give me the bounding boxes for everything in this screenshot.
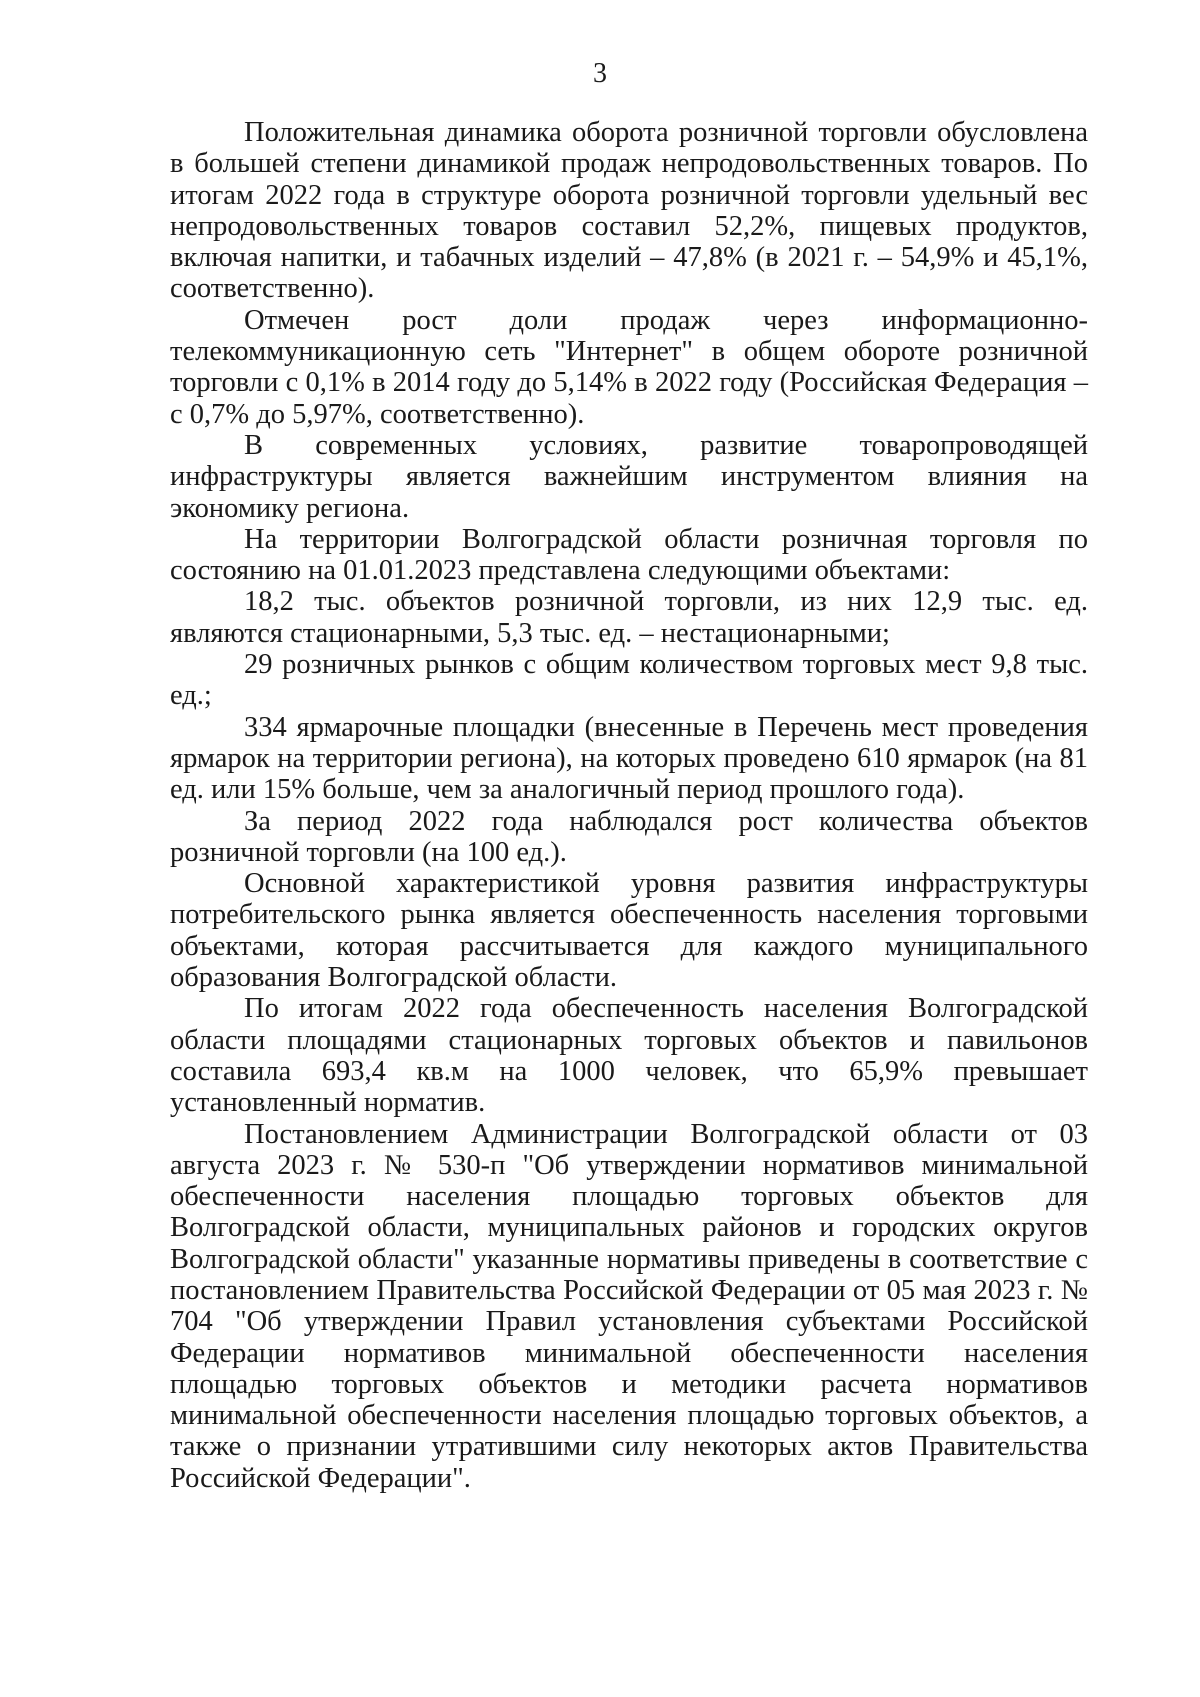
- paragraph-provision-2022: По итогам 2022 года обеспеченность населения Волгоградской области площадями стационарных торговых объектов и павильонов составила 693,4 кв.м на 1000 человек, что 65,9% превышает установленный норматив.: [170, 993, 1088, 1119]
- paragraph-retail-turnover-dynamics: Положительная динамика оборота розничной торговли обусловлена в большей степени динамикой продаж непродовольственных товаров. По итогам 2022 года в структуре оборота розничной торговли удельный вес непродовольственных товаров составил 52,2%, пищевых продуктов, включая напитки, и табачных изделий – 47,8% (в 2021 г. – 54,9% и 45,1%, соответственно).: [170, 117, 1088, 305]
- document-body: [170, 117, 1088, 1494]
- paragraph-retail-objects-growth: За период 2022 года наблюдался рост количества объектов розничной торговли (на 100 ед.).: [170, 805, 1088, 868]
- paragraph-internet-sales-share: Отмечен рост доли продаж через информационно-телекоммуникационную сеть "Интернет" в общем обороте розничной торговли с 0,1% в 2014 году до 5,14% в 2022 году (Российская Федерация – с 0,7% до 5,97%, соответственно).: [170, 304, 1088, 430]
- paragraph-retail-objects-intro: На территории Волгоградской области розничная торговля по состоянию на 01.01.2023 представлена следующими объектами:: [170, 523, 1088, 587]
- page-number: 3: [593, 58, 607, 89]
- paragraph-infrastructure-development: В современных условиях, развитие товаропроводящей инфраструктуры является важнейшим инструментом влияния на экономику региона.: [170, 429, 1088, 524]
- paragraph-retail-objects-count: 18,2 тыс. объектов розничной торговли, из них 12,9 тыс. ед. являются стационарными, 5,3 тыс. ед. – нестационарными;: [170, 586, 1088, 649]
- paragraph-retail-markets: 29 розничных рынков с общим количеством торговых мест 9,8 тыс. ед.;: [170, 649, 1088, 712]
- paragraph-provision-characteristic: Основной характеристикой уровня развития инфраструктуры потребительского рынка является обеспеченность населения торговыми объектами, которая рассчитывается для каждого муниципального образования Волгоградской области.: [170, 868, 1088, 994]
- paragraph-fair-sites: 334 ярмарочные площадки (внесенные в Перечень мест проведения ярмарок на территории региона), на которых проведено 610 ярмарок (на 81 ед. или 15% больше, чем за аналогичный период прошлого года).: [170, 711, 1088, 806]
- paragraph-resolution-norms: Постановлением Администрации Волгоградской области от 03 августа 2023 г. № 530-п "Об утверждении нормативов минимальной обеспеченности населения площадью торговых объектов для Волгоградской области, муниципальных районов и городских округов Волгоградской области" указанные нормативы приведены в соответствие с постановлением Правительства Российской Федерации от 05 мая 2023 г. № 704 "Об утверждении Правил установления субъектами Российской Федерации нормативов минимальной обеспеченности населения площадью торговых объектов и методики расчета нормативов минимальной обеспеченности населения площадью торговых объектов, а также о признании утратившими силу некоторых актов Правительства Российской Федерации".: [170, 1118, 1088, 1494]
